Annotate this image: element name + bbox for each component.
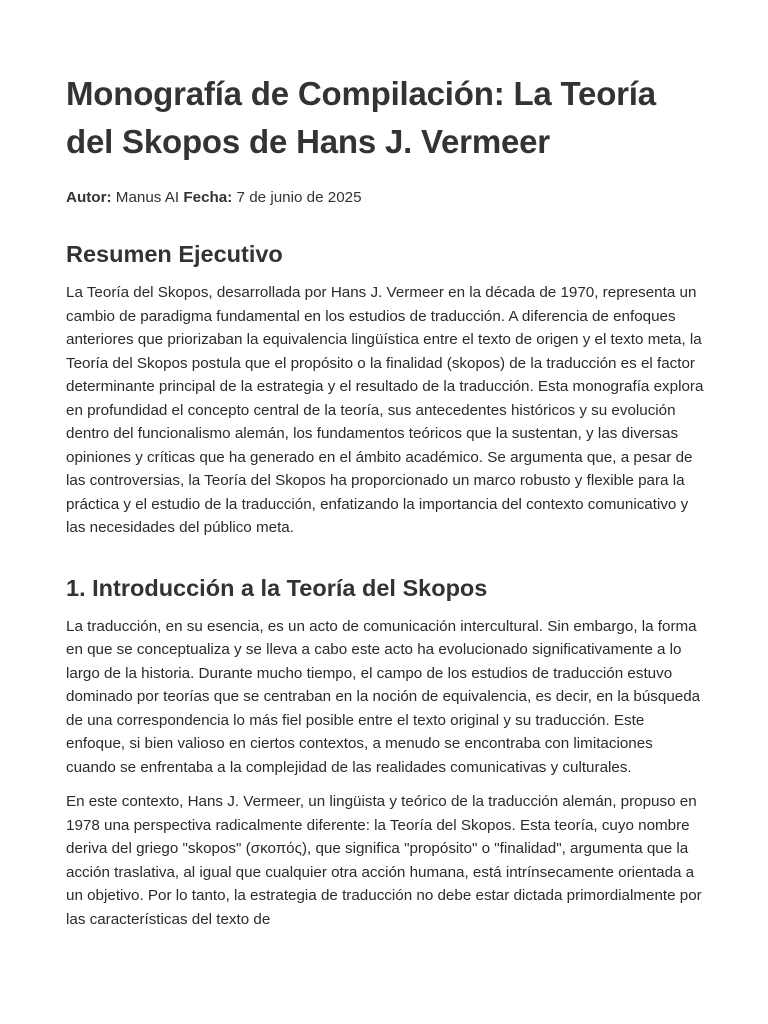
author-value: Manus AI	[115, 189, 180, 206]
date-value: 7 de junio de 2025	[236, 189, 362, 206]
document-title: Monografía de Compilación: La Teoría del Skopos de Hans J. Vermeer	[66, 75, 656, 160]
section-heading-summary: Resumen Ejecutivo	[66, 241, 283, 267]
document-meta	[66, 188, 706, 208]
summary-paragraph: La Teoría del Skopos, desarrollada por Hans J. Vermeer en la década de 1970, representa un cambio de paradigma fundamental en los estudios de traducción. A diferencia de enfoques anteriores que priorizaban la equivalencia lingüística entre el texto de origen y el texto meta, la Teoría del Skopos postula que el propósito o la finalidad (skopos) de la traducción es el factor determinante principal de la estrategia y el resultado de la traducción. Esta monografía explora en profundidad el concepto central de la teoría, sus antecedentes históricos y su evolución dentro del funcionalismo alemán, los fundamentos teóricos que la sustentan, y las diversas opiniones y críticas que ha generado en el ámbito académico. Se argumenta que, a pesar de las controversias, la Teoría del Skopos ha proporcionado un marco robusto y flexible para la práctica y el estudio de la traducción, enfatizando la importancia del contexto comunicativo y las necesidades del público meta.	[66, 284, 704, 536]
document-page	[66, 70, 706, 931]
intro-paragraph-1: La traducción, en su esencia, es un acto de comunicación intercultural. Sin embargo, la forma en que se conceptualiza y se lleva a cabo este acto ha evolucionado significativamente a lo largo de la historia. Durante mucho tiempo, el campo de los estudios de traducción estuvo dominado por teorías que se centraban en la noción de equivalencia, es decir, en la búsqueda de una correspondencia lo más fiel posible entre el texto original y su traducción. Este enfoque, si bien valioso en ciertos contextos, a menudo se encontraba con limitaciones cuando se enfrentaba a la complejidad de las realidades comunicativas y culturales.	[66, 617, 701, 776]
date-label: Fecha:	[183, 189, 233, 206]
author-label: Autor:	[66, 189, 112, 206]
section-heading-introduction: 1. Introducción a la Teoría del Skopos	[66, 574, 488, 601]
intro-paragraph-2: En este contexto, Hans J. Vermeer, un lingüista y teórico de la traducción alemán, propuso en 1978 una perspectiva radicalmente diferente: la Teoría del Skopos. Esta teoría, cuyo nombre deriva del griego "skopos" (σκοπός), que significa "propósito" o "finalidad", argumenta que la acción traslativa, al igual que cualquier otra acción humana, está intrínsecamente orientada a un objetivo. Por lo tanto, la estrategia de traducción no debe estar dictada primordialmente por las características del texto de	[66, 793, 702, 928]
